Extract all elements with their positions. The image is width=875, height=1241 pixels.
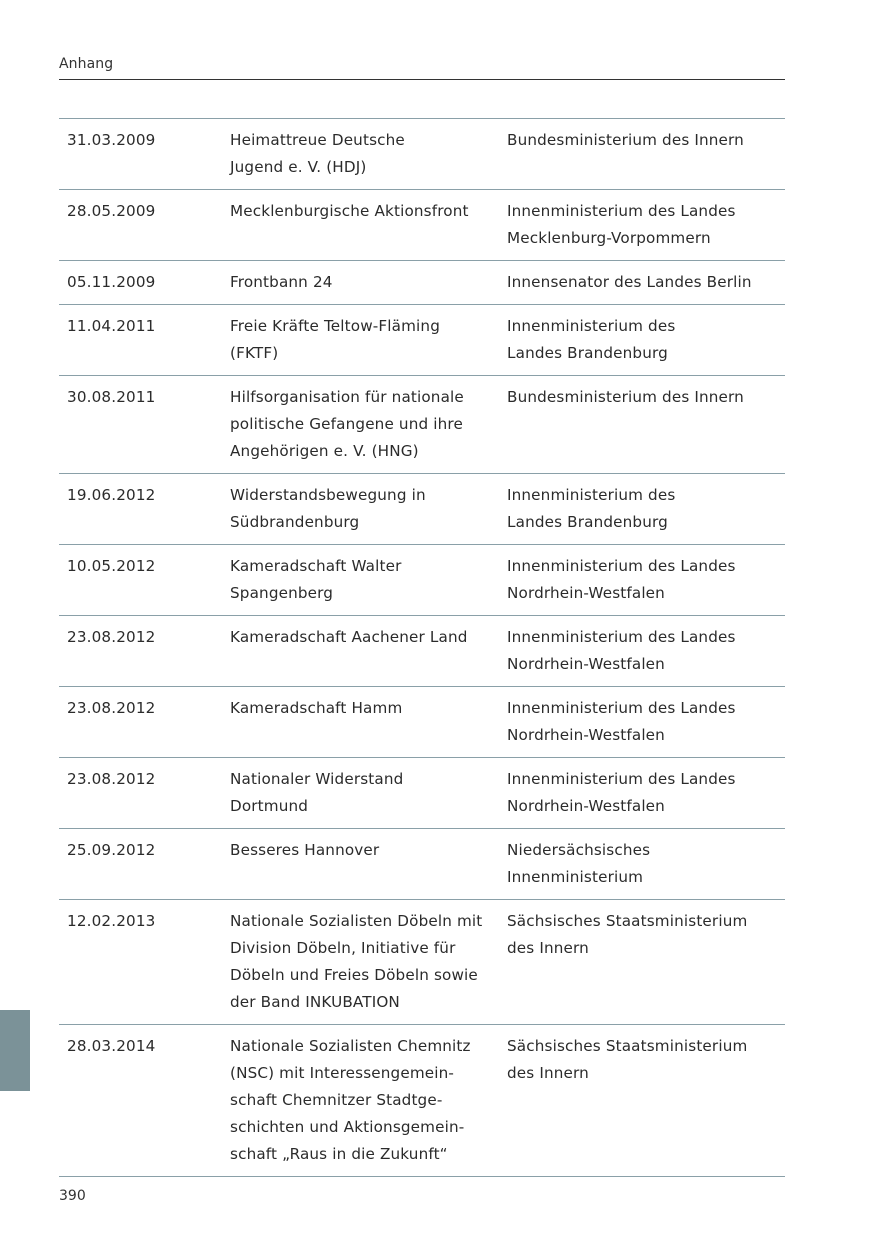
date-cell: 28.03.2014 bbox=[67, 1037, 156, 1055]
organization-cell: Kameradschaft Walter Spangenberg bbox=[230, 557, 402, 602]
organization-cell: Frontbann 24 bbox=[230, 273, 333, 291]
organization-cell: Heimattreue Deutsche Jugend e. V. (HDJ) bbox=[230, 131, 405, 176]
table-row bbox=[59, 545, 785, 616]
authority-cell: Sächsisches Staatsministerium des Innern bbox=[507, 1037, 748, 1082]
authority-cell: Innensenator des Landes Berlin bbox=[507, 273, 752, 291]
authority-cell: Innenministerium des Landes Nordrhein-Westfalen bbox=[507, 557, 736, 602]
ban-table bbox=[59, 118, 785, 1177]
authority-cell: Innenministerium des Landes Brandenburg bbox=[507, 317, 676, 362]
date-cell: 10.05.2012 bbox=[67, 557, 156, 575]
organization-cell: Freie Kräfte Teltow-Fläming (FKTF) bbox=[230, 317, 440, 362]
authority-cell: Innenministerium des Landes Brandenburg bbox=[507, 486, 676, 531]
date-cell: 30.08.2011 bbox=[67, 388, 156, 406]
table-row bbox=[59, 305, 785, 376]
authority-cell: Niedersächsisches Innenministerium bbox=[507, 841, 651, 886]
authority-cell: Innenministerium des Landes Mecklenburg-Vorpommern bbox=[507, 202, 736, 247]
date-cell: 23.08.2012 bbox=[67, 770, 156, 788]
date-cell: 19.06.2012 bbox=[67, 486, 156, 504]
date-cell: 23.08.2012 bbox=[67, 628, 156, 646]
authority-cell: Innenministerium des Landes Nordrhein-Westfalen bbox=[507, 699, 736, 744]
date-cell: 11.04.2011 bbox=[67, 317, 156, 335]
organization-cell: Nationale Sozialisten Döbeln mit Division Döbeln, Initiative für Döbeln und Freies Döbeln sowie der Band INKUBATION bbox=[230, 912, 483, 1011]
date-cell: 25.09.2012 bbox=[67, 841, 156, 859]
authority-cell: Bundesministerium des Innern bbox=[507, 388, 744, 406]
authority-cell: Innenministerium des Landes Nordrhein-Westfalen bbox=[507, 770, 736, 815]
date-cell: 12.02.2013 bbox=[67, 912, 156, 930]
organization-cell: Kameradschaft Hamm bbox=[230, 699, 403, 717]
date-cell: 05.11.2009 bbox=[67, 273, 156, 291]
organization-cell: Kameradschaft Aachener Land bbox=[230, 628, 468, 646]
chapter-side-tab bbox=[0, 1010, 30, 1091]
organization-cell: Nationale Sozialisten Chemnitz (NSC) mit Interessengemein- schaft Chemnitzer Stadtge- schichten und Aktionsgemein- schaft „Raus in die Zukunft“ bbox=[230, 1037, 471, 1163]
table-row bbox=[59, 758, 785, 829]
table-row bbox=[59, 616, 785, 687]
organization-cell: Besseres Hannover bbox=[230, 841, 380, 859]
table-row bbox=[59, 1025, 785, 1177]
page-number: 390 bbox=[59, 1188, 86, 1204]
header-rule bbox=[59, 79, 785, 80]
organization-cell: Hilfsorganisation für nationale politische Gefangene und ihre Angehörigen e. V. (HNG) bbox=[230, 388, 464, 460]
table-row bbox=[59, 190, 785, 261]
table-row bbox=[59, 376, 785, 474]
organization-cell: Nationaler Widerstand Dortmund bbox=[230, 770, 404, 815]
date-cell: 31.03.2009 bbox=[67, 131, 156, 149]
table-row bbox=[59, 119, 785, 190]
authority-cell: Sächsisches Staatsministerium des Innern bbox=[507, 912, 748, 957]
date-cell: 23.08.2012 bbox=[67, 699, 156, 717]
date-cell: 28.05.2009 bbox=[67, 202, 156, 220]
authority-cell: Bundesministerium des Innern bbox=[507, 131, 744, 149]
organization-cell: Mecklenburgische Aktionsfront bbox=[230, 202, 469, 220]
table-row bbox=[59, 900, 785, 1025]
table-row bbox=[59, 687, 785, 758]
running-header: Anhang bbox=[59, 56, 114, 72]
organization-cell: Widerstandsbewegung in Südbrandenburg bbox=[230, 486, 426, 531]
table-row bbox=[59, 829, 785, 900]
authority-cell: Innenministerium des Landes Nordrhein-Westfalen bbox=[507, 628, 736, 673]
table-row bbox=[59, 474, 785, 545]
table-row bbox=[59, 261, 785, 305]
